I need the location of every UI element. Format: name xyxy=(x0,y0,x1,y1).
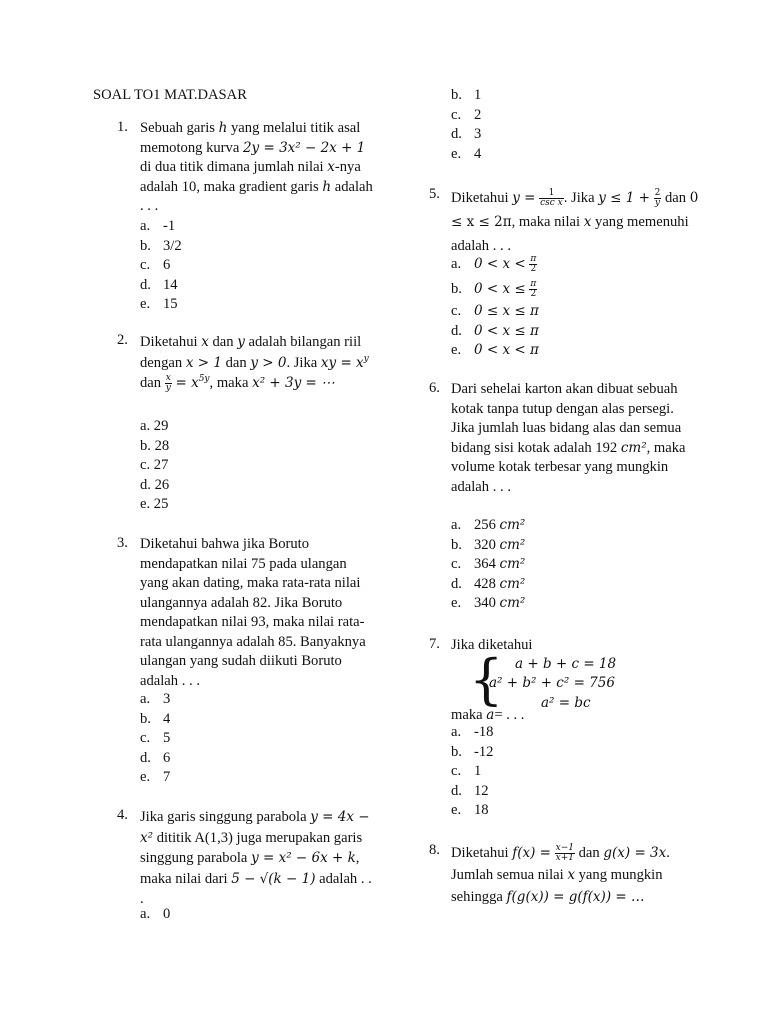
option-label: d. xyxy=(451,322,462,339)
option-text: 0 < x ≤ π xyxy=(474,322,539,339)
question-number: 2. xyxy=(117,332,128,348)
text-run: dan xyxy=(225,354,247,371)
option-label: a. xyxy=(140,418,151,434)
question-text xyxy=(140,807,378,910)
option-a[interactable] xyxy=(451,723,493,743)
option-b[interactable] xyxy=(451,277,539,302)
option-text: 0 < x ≤ xyxy=(474,281,526,297)
option-text: 4 xyxy=(163,710,171,727)
option-d[interactable] xyxy=(451,125,481,145)
option-label: e. xyxy=(140,769,151,785)
question-text: Jika diketahui xyxy=(451,637,533,653)
option-text: 428 xyxy=(474,575,496,592)
math-fraction xyxy=(654,189,662,208)
option-label: a. xyxy=(451,517,462,533)
math-var: x xyxy=(567,867,575,883)
question-number: 1. xyxy=(117,119,128,135)
text-run: dan xyxy=(578,845,600,861)
option-label: e. xyxy=(451,145,462,162)
option-text: 6 xyxy=(163,257,171,273)
option-d[interactable] xyxy=(451,322,539,342)
math-unit: cm² xyxy=(499,595,526,611)
math-run: = x xyxy=(175,375,199,391)
option-text: -12 xyxy=(474,743,494,760)
option-text: 256 xyxy=(474,517,496,533)
question-text xyxy=(140,332,378,394)
numerator: π xyxy=(530,279,537,290)
option-text: -18 xyxy=(474,724,494,740)
option-text: 3 xyxy=(163,691,171,707)
text-run: , maka volume kotak terbesar yang mungkin adalah . . . xyxy=(451,439,686,495)
option-label: e. xyxy=(140,496,151,512)
option-c[interactable] xyxy=(451,555,525,575)
math-equation: f(g(x)) = g(f(x)) = … xyxy=(506,889,645,905)
math-expr: y = xyxy=(512,190,536,206)
option-label: d. xyxy=(140,749,151,766)
math-equation: y = 4x − x² xyxy=(140,809,370,846)
option-a[interactable] xyxy=(140,690,170,710)
option-text: 2 xyxy=(474,106,482,123)
option-label: c. xyxy=(451,106,462,123)
math-fraction xyxy=(529,280,537,299)
question-number: 5. xyxy=(429,186,440,202)
text-run: yang memenuhi adalah . . . xyxy=(451,214,689,254)
option-label: d. xyxy=(451,126,462,142)
option-label: a. xyxy=(451,724,462,740)
text-run: maka xyxy=(451,707,483,723)
option-label: a. xyxy=(140,218,151,234)
option-a[interactable] xyxy=(140,905,170,925)
option-c[interactable] xyxy=(451,762,493,782)
option-label: d. xyxy=(451,575,462,592)
option-text: 18 xyxy=(474,802,489,818)
math-equation: g(x) = 3x xyxy=(603,845,667,861)
option-text: 364 xyxy=(474,556,496,572)
option-label: b. xyxy=(451,87,462,103)
options-list xyxy=(140,217,182,315)
option-label: c. xyxy=(451,763,462,779)
options-list xyxy=(451,723,493,821)
option-text: 28 xyxy=(154,437,170,454)
option-text: -1 xyxy=(163,218,176,234)
math-expr xyxy=(321,355,369,371)
options-list xyxy=(451,252,539,361)
option-label: b. xyxy=(140,237,151,254)
option-label: e. xyxy=(140,296,151,312)
option-text: 29 xyxy=(153,418,169,434)
text-run: . Jika xyxy=(563,190,595,206)
options-list xyxy=(451,516,525,614)
option-d[interactable] xyxy=(140,276,182,296)
text-run: dititik A(1,3) juga merupakan garis singgung parabola xyxy=(140,829,363,866)
text-run: = . . . xyxy=(494,707,525,723)
text-run: . Jika xyxy=(286,354,318,371)
option-e[interactable] xyxy=(140,495,169,515)
option-label: a. xyxy=(140,906,151,922)
option-e[interactable] xyxy=(451,801,493,821)
option-label: b. xyxy=(451,743,462,760)
option-text: 5 xyxy=(163,730,171,746)
denominator: 2 xyxy=(530,289,537,300)
text-run: yang melalui titik asal memotong kurva xyxy=(140,120,361,156)
option-b[interactable] xyxy=(451,743,493,763)
denominator: y xyxy=(165,383,171,394)
option-e[interactable] xyxy=(140,768,170,788)
option-b[interactable] xyxy=(451,86,481,106)
option-a[interactable] xyxy=(140,217,182,237)
option-d[interactable] xyxy=(451,782,493,802)
math-var: a xyxy=(486,707,495,723)
option-c[interactable] xyxy=(451,106,481,126)
option-text: 27 xyxy=(153,457,169,473)
option-label: c. xyxy=(140,730,151,746)
text-run: adalah . . . xyxy=(140,870,372,907)
math-var: x xyxy=(583,214,592,230)
brace-symbol: { xyxy=(469,648,504,711)
options-list xyxy=(451,86,481,164)
option-text: 26 xyxy=(154,476,170,493)
math-unit: cm² xyxy=(499,575,526,592)
option-a[interactable] xyxy=(140,417,169,437)
text-run: Dari sehelai karton akan dibuat sebuah kotak tanpa tutup dengan alas persegi. Jika jumlah luas bidang alas dan semua bidang sisi kotak adalah 192 xyxy=(451,381,682,456)
option-text: 0 ≤ x ≤ π xyxy=(474,303,539,319)
page-title: SOAL TO1 MAT.DASAR xyxy=(93,87,247,103)
option-label: e. xyxy=(451,595,462,611)
option-label: e. xyxy=(451,342,462,358)
option-text: 12 xyxy=(474,782,489,799)
option-label: d. xyxy=(451,782,462,799)
math-sup: y xyxy=(363,353,369,364)
math-expr: y ≤ 1 + xyxy=(598,190,650,206)
question-number: 7. xyxy=(429,636,440,652)
options-list xyxy=(140,690,170,788)
option-b[interactable] xyxy=(140,437,169,457)
options-list xyxy=(140,417,169,515)
text-run: , maka nilai xyxy=(511,214,581,230)
option-text: 7 xyxy=(163,769,171,785)
option-text: 25 xyxy=(153,496,169,512)
option-text: 6 xyxy=(163,749,171,766)
text-run: , maka xyxy=(209,375,249,391)
option-text: 1 xyxy=(474,763,482,779)
text-run: . Jumlah semua nilai xyxy=(451,845,670,883)
option-label: b. xyxy=(451,536,462,553)
option-a[interactable] xyxy=(451,252,539,277)
option-e[interactable] xyxy=(451,341,539,361)
denominator: csc x xyxy=(540,198,563,209)
denominator: 2 xyxy=(530,264,537,275)
option-text: 1 xyxy=(474,87,482,103)
text-run: -nya adalah 10, maka gradient garis xyxy=(140,159,361,195)
question-text xyxy=(140,119,378,217)
text-run: Sebuah garis xyxy=(140,120,215,136)
option-b[interactable] xyxy=(140,237,182,257)
question-text xyxy=(451,380,699,497)
option-d[interactable] xyxy=(140,749,170,769)
question-text xyxy=(451,842,699,908)
math-expr xyxy=(175,375,209,391)
option-b[interactable] xyxy=(451,536,525,556)
math-fraction xyxy=(539,189,564,208)
option-label: a. xyxy=(451,256,462,272)
math-equation: y = x² − 6x + k xyxy=(251,850,356,866)
option-text: 4 xyxy=(474,145,482,162)
option-label: b. xyxy=(451,281,462,297)
option-b[interactable] xyxy=(140,710,170,730)
question-text xyxy=(451,186,699,258)
numerator: x−1 xyxy=(555,843,574,854)
math-equation: x² + 3y = ⋯ xyxy=(252,375,335,391)
option-text: 3 xyxy=(474,126,482,142)
option-d[interactable] xyxy=(140,476,169,496)
text-run: adalah . . . xyxy=(140,178,373,214)
equation-3: a² = bc xyxy=(541,695,591,711)
text-run: adalah bilangan riil dengan xyxy=(140,334,362,371)
option-label: e. xyxy=(451,802,462,818)
denominator: y xyxy=(654,198,660,209)
equation-2: a² + b² + c² = 756 xyxy=(489,675,615,691)
option-label: c. xyxy=(451,556,462,572)
option-c[interactable] xyxy=(451,302,539,322)
question-number: 3. xyxy=(117,535,128,551)
option-label: c. xyxy=(140,457,151,473)
math-fraction xyxy=(529,255,537,274)
text-run: , maka nilai dari xyxy=(140,850,360,887)
text-run: yang mungkin sehingga xyxy=(451,867,663,905)
numerator: π xyxy=(530,254,537,265)
math-expr: f(x) = xyxy=(512,845,551,861)
option-e[interactable] xyxy=(451,594,525,614)
denominator: x+1 xyxy=(555,853,574,864)
math-unit: cm² xyxy=(499,517,526,533)
option-label: c. xyxy=(140,257,151,273)
text-run: dan xyxy=(212,334,234,350)
numerator: 2 xyxy=(654,188,661,199)
option-text: 14 xyxy=(163,276,178,293)
math-var: x xyxy=(327,159,335,175)
text-run: Diketahui xyxy=(140,334,198,350)
math-fraction xyxy=(165,374,172,393)
option-text: 320 xyxy=(474,536,496,553)
option-a[interactable] xyxy=(451,516,525,536)
math-unit: cm² xyxy=(499,536,526,553)
option-label: b. xyxy=(140,437,151,454)
option-label: d. xyxy=(140,276,151,293)
question-number: 8. xyxy=(429,842,440,858)
math-var: x xyxy=(201,334,209,350)
text-run: di dua titik dimana jumlah nilai xyxy=(140,159,324,175)
math-expr: 0 ≤ x ≤ 2π xyxy=(451,190,699,230)
text-run: Jika garis singgung parabola xyxy=(140,809,307,825)
option-e[interactable] xyxy=(451,145,481,165)
math-unit: cm² xyxy=(620,439,647,456)
option-text: 0 xyxy=(163,906,171,922)
math-equation: 2y = 3x² − 2x + 1 xyxy=(242,139,366,156)
option-text: 0 < x < xyxy=(474,256,526,272)
math-fraction xyxy=(555,844,575,863)
option-c[interactable] xyxy=(140,256,182,276)
question-number: 6. xyxy=(429,380,440,396)
option-d[interactable] xyxy=(451,575,525,595)
math-var: y xyxy=(237,334,245,350)
math-expr: y > 0 xyxy=(250,354,287,371)
question-number: 4. xyxy=(117,807,128,823)
math-unit: cm² xyxy=(499,556,526,572)
option-text: 3/2 xyxy=(163,237,182,254)
math-run: xy = x xyxy=(320,354,364,371)
option-c[interactable] xyxy=(140,456,169,476)
option-e[interactable] xyxy=(140,295,182,315)
option-text: 0 < x < π xyxy=(474,342,539,358)
option-c[interactable] xyxy=(140,729,170,749)
options-list xyxy=(140,905,170,925)
option-label: d. xyxy=(140,476,151,493)
option-label: a. xyxy=(140,691,151,707)
option-label: c. xyxy=(451,303,462,319)
equation-1: a + b + c = 18 xyxy=(515,656,617,672)
option-label: b. xyxy=(140,710,151,727)
option-text: 340 xyxy=(474,595,496,611)
numerator: 1 xyxy=(539,189,564,199)
question-text: Diketahui bahwa jika Boruto mendapatkan nilai 75 pada ulangan yang akan dating, maka rata-rata nilai ulangannya adalah 82. Jika Boruto mendapatkan nilai 93, maka nilai rata-rata ulangannya adalah 85. Banyaknya ulangan yang sudah diikuti Boruto adalah . . . xyxy=(140,536,366,689)
math-var: h xyxy=(218,120,228,136)
math-expr: x > 1 xyxy=(185,354,222,371)
numerator: x xyxy=(165,373,171,384)
math-expr: 5 − √(k − 1) xyxy=(231,870,316,887)
text-run: dan xyxy=(140,375,162,391)
text-run: dan xyxy=(664,190,687,206)
text-run: Diketahui xyxy=(451,190,509,206)
math-sup: 5y xyxy=(198,374,210,384)
math-var: h xyxy=(322,178,332,195)
text-run: Diketahui xyxy=(451,845,509,861)
option-text: 15 xyxy=(163,296,178,312)
